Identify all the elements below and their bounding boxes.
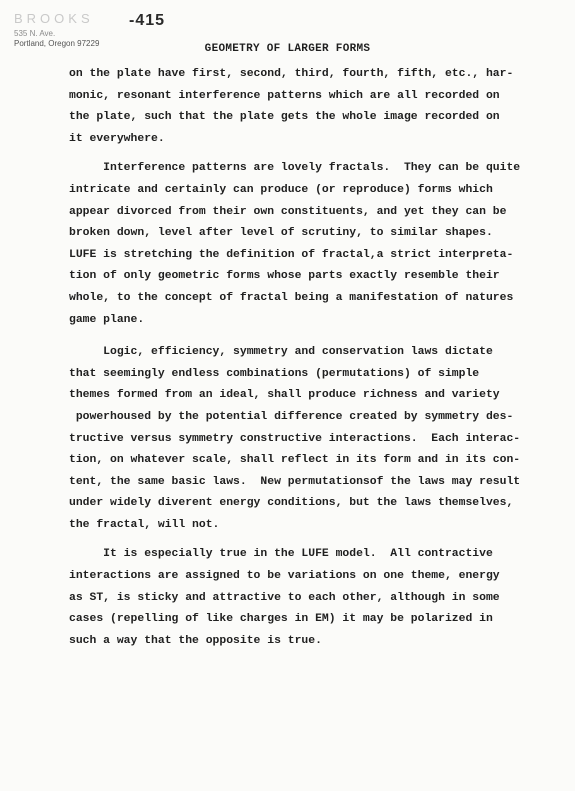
text-line: Interference patterns are lovely fractals. They can be quite — [69, 162, 521, 175]
paragraph-gap — [69, 331, 539, 342]
text-line: as ST, is sticky and attractive to each other, although in some — [69, 591, 500, 604]
text-line: tion of only geometric forms whose parts exactly resemble their — [69, 270, 500, 283]
document-title: GEOMETRY OF LARGER FORMS — [204, 43, 371, 55]
letterhead-address-street: 535 N. Ave. — [14, 29, 56, 38]
text-line: the fractal, will not. — [69, 518, 220, 531]
text-line: powerhoused by the potential difference created by symmetry des- — [69, 410, 514, 423]
paragraph-gap — [69, 536, 539, 544]
paragraph-gap — [69, 150, 539, 158]
letterhead-address-city: Portland, Oregon 97229 — [14, 39, 100, 48]
text-line: under widely diverent energy conditions, but the laws themselves, — [69, 497, 514, 510]
text-line: LUFE is stretching the definition of fractal,a strict interpreta- — [69, 248, 514, 261]
text-line: themes formed from an ideal, shall produce richness and variety — [69, 389, 500, 402]
text-line: it everywhere. — [69, 132, 165, 145]
text-line: cases (repelling of like charges in EM) it may be polarized in — [69, 613, 493, 626]
text-line: It is especially true in the LUFE model. All contractive — [69, 548, 493, 561]
text-line: that seemingly endless combinations (permutations) of simple — [69, 367, 480, 380]
text-line: intricate and certainly can produce (or reproduce) forms which — [69, 183, 493, 196]
handwritten-page-number: -415 — [129, 12, 166, 29]
text-line: broken down, level after level of scrutiny, to similar shapes. — [69, 227, 493, 240]
document-body — [69, 64, 539, 652]
text-line: on the plate have first, second, third, fourth, fifth, etc., har- — [69, 68, 514, 80]
text-line: game plane. — [69, 313, 145, 326]
text-line: tion, on whatever scale, shall reflect in its form and in its con- — [69, 454, 521, 467]
text-line: the plate, such that the plate gets the whole image recorded on — [69, 111, 500, 124]
text-line: tructive versus symmetry constructive interactions. Each interac- — [69, 432, 521, 445]
letterhead-name: BROOKS — [14, 11, 94, 26]
text-line: monic, resonant interference patterns which are all recorded on — [69, 89, 500, 102]
text-line: appear divorced from their own constituents, and yet they can be — [69, 205, 507, 218]
text-line: interactions are assigned to be variations on one theme, energy — [69, 570, 500, 583]
text-line: Logic, efficiency, symmetry and conservation laws dictate — [69, 346, 493, 359]
text-line: such a way that the opposite is true. — [69, 634, 322, 647]
text-line: tent, the same basic laws. New permutationsof the laws may result — [69, 475, 521, 488]
text-line: whole, to the concept of fractal being a manifestation of natures — [69, 291, 514, 304]
